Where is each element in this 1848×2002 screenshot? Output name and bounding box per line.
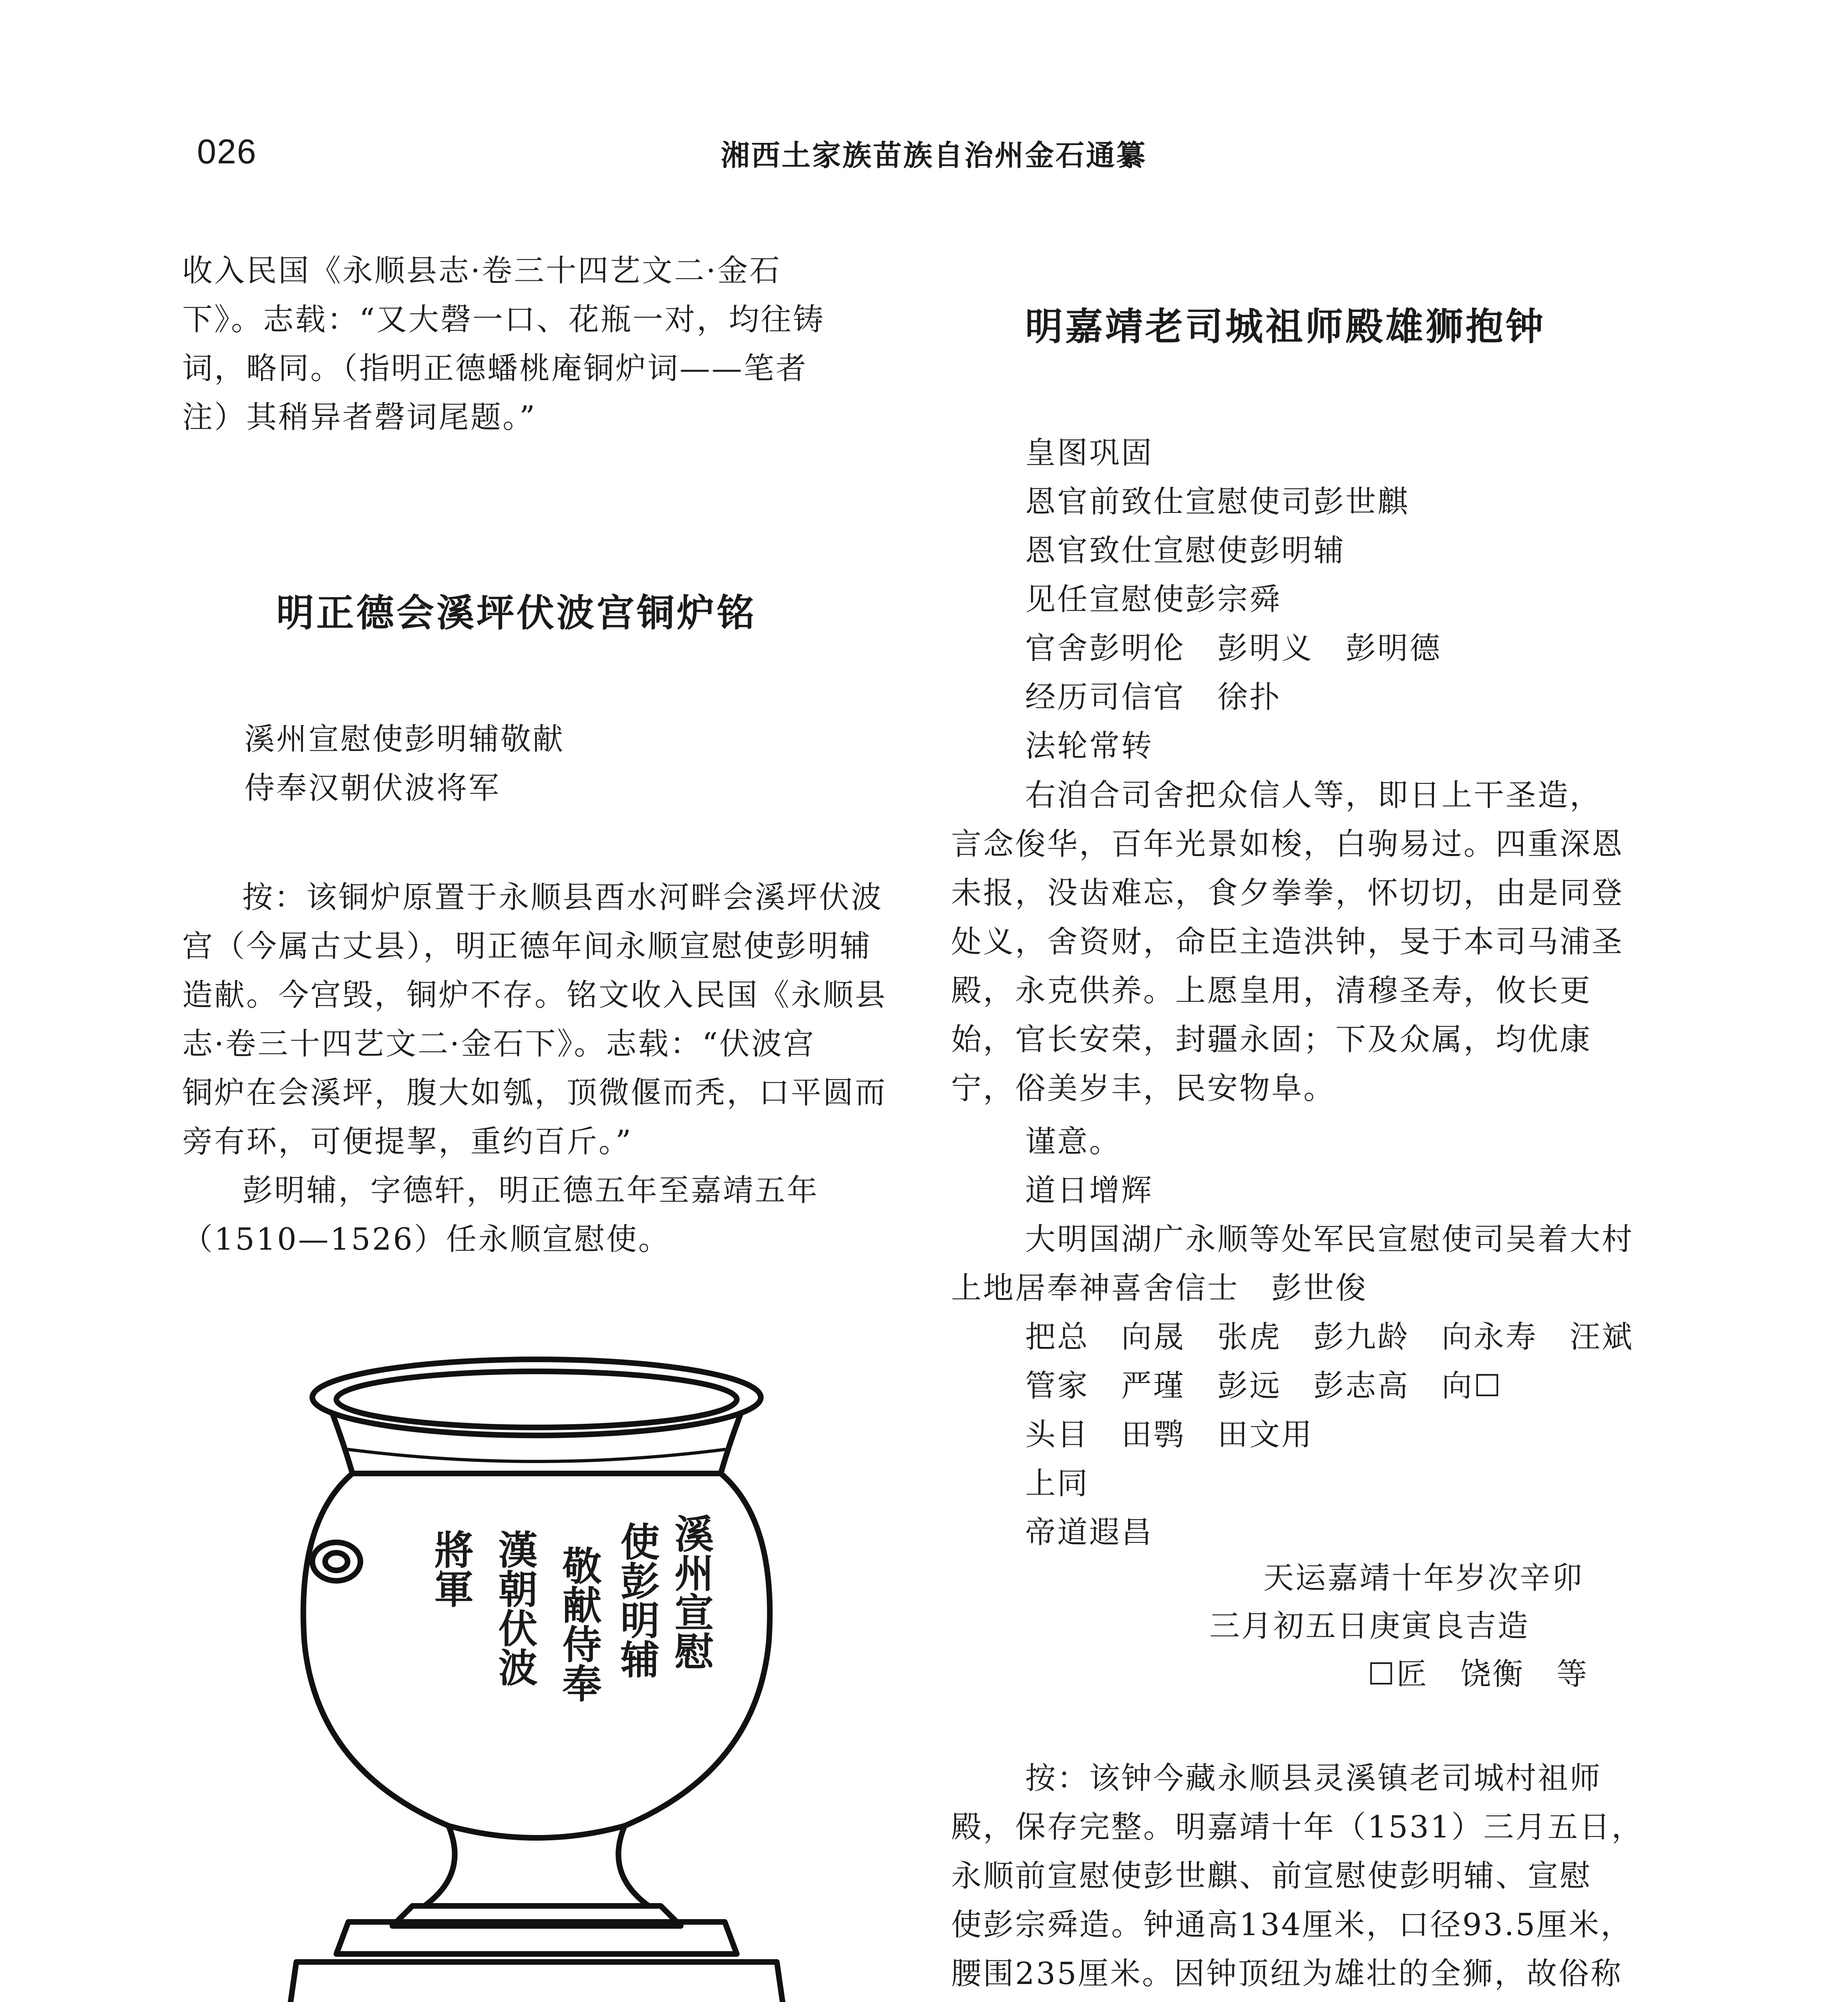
text-line: 未报，没齿难忘，食夕拳拳，怀切切，由是同登 [951,875,1624,911]
bell-list-2 [951,1117,1688,1557]
section-title: 明嘉靖老司城祖师殿雄狮抱钟 [1025,305,1546,349]
text-line: 右洎合司舍把众信人等，即日上干圣造， [1025,777,1602,813]
text-line: 上地居奉神喜舍信士 彭世俊 [951,1270,1367,1306]
text-line: 造献。今宫毁，铜炉不存。铭文收入民国《永顺县 [182,977,887,1013]
text-line: 把总 向晟 张虎 彭九龄 向永寿 汪斌 [1025,1319,1634,1355]
date-line: ☐匠 饶衡 等 [1367,1656,1589,1692]
text-line: 词，略同。（指明正德蟠桃庵铜炉词——笔者 [182,350,808,386]
text-line: 经历司信官 徐扑 [1025,679,1281,715]
text-line: 殿，保存完整。明嘉靖十年（1531）三月五日， [951,1809,1644,1845]
date-line: 天运嘉靖十年岁次辛卯 [1263,1560,1584,1596]
text-line: 官舍彭明伦 彭明义 彭明德 [1025,630,1442,666]
text-line: 下》。志载：“又大磬一口、花瓶一对，均往铸 [182,302,825,337]
text-line: 处义，舍资财，命臣主造洪钟，旻于本司马浦圣 [951,924,1624,959]
text-line: 大明国湖广永顺等处军民宣慰使司吴着大村 [1025,1221,1634,1257]
vessel-inscription-col1: 溪州宣慰 [668,1514,714,1670]
text-line: 道日增辉 [1025,1172,1153,1208]
text-line: 法轮常转 [1025,728,1153,764]
text-line: 见任宣慰使彭宗舜 [1025,581,1281,617]
text-line: 殿，永克供养。上愿皇用，清穆圣寿，攸长更 [951,973,1592,1008]
text-line: 旁有环，可便提挈，重约百斤。” [182,1124,633,1159]
text-line: 皇图巩固 [1025,435,1153,470]
left-intro [182,246,903,442]
text-line: 铜炉在会溪坪，腹大如瓠，顶微偃而秃，口平圆而 [182,1075,887,1110]
section-title: 明正德会溪坪伏波宫铜炉铭 [276,591,757,635]
vessel-inscription-col2: 使彭明辅 [614,1522,660,1678]
date-line: 三月初五日庚寅良吉造 [1209,1608,1530,1644]
text-line: 腰围235厘米。因钟顶纽为雄壮的全狮，故俗称 [951,1956,1623,1991]
text-line: 收入民国《永顺县志·卷三十四艺文二·金石 [182,253,782,288]
text-line: 恩官致仕宣慰使彭明辅 [1025,533,1345,568]
text-line: 溪州宣慰使彭明辅敬献 [244,721,565,757]
page-number: 026 [197,133,257,171]
text-line: 彭明辅，字德轩，明正德五年至嘉靖五年 [242,1172,819,1208]
text-line: 宫（今属古丈县），明正德年间永顺宣慰使彭明辅 [182,928,872,964]
text-line: 按：该铜炉原置于永顺县酉水河畔会溪坪伏波 [242,879,883,915]
vessel-inscription-col5: 將軍 [428,1530,474,1608]
text-line: 管家 严瑾 彭远 彭志高 向☐ [1025,1368,1503,1403]
text-line [951,1998,1688,2002]
text-line: 恩官前致仕宣慰使司彭世麒 [1025,484,1410,519]
bell-body [951,771,1688,1113]
vessel-inscription-col3: 敬献侍奉 [556,1546,602,1703]
text-line: 注）其稍异者磬词尾题。” [182,399,537,435]
text-line: （1510—1526）任永顺宣慰使。 [182,1221,670,1257]
text-line: 谨意。 [1025,1124,1121,1159]
text-line: 永顺前宣慰使彭世麒、前宣慰使彭明辅、宣慰 [951,1858,1592,1893]
text-line: 帝道遐昌 [1025,1514,1153,1550]
text-line: 志·卷三十四艺文二·金石下》。志载：“伏波宫 [182,1026,816,1061]
running-title: 湘西土家族苗族自治州金石通纂 [721,139,1147,172]
text-line: 使彭宗舜造。钟通高134厘米，口径93.5厘米， [951,1907,1633,1942]
text-line: 言念俊华，百年光景如梭，白驹易过。四重深恩 [951,826,1624,862]
inscription [244,715,965,812]
text-line: 上同 [1025,1465,1089,1501]
bell-note [951,1754,1688,2002]
bell-list [1025,428,1762,770]
vessel-inscription-col4: 漢朝伏波 [492,1530,538,1686]
text-line: 按：该钟今藏永顺县灵溪镇老司城村祖师 [1025,1760,1602,1796]
text-line: 侍奉汉朝伏波将军 [244,770,501,806]
text-line: 头目 田鹗 田文用 [1025,1417,1313,1452]
text-line: 始，官长安荣，封疆永固；下及众属，均优康 [951,1021,1592,1057]
text-line: 宁，俗美岁丰，民安物阜。 [951,1070,1335,1106]
left-note [182,873,903,1264]
